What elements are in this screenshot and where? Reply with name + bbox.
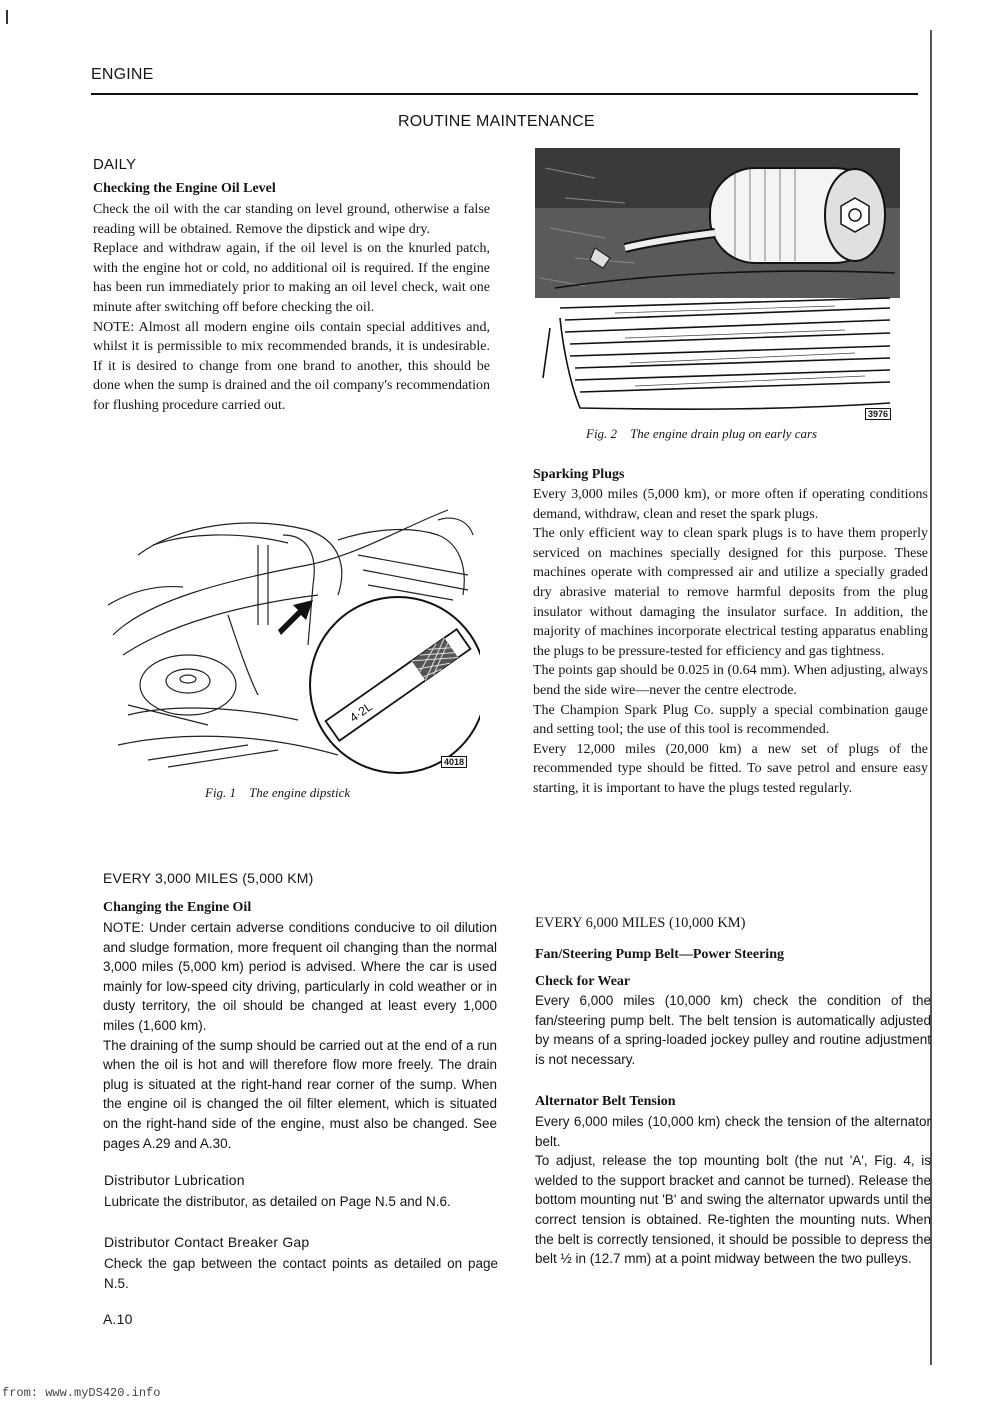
oil-change-text — [103, 918, 497, 1153]
oil-change-note: NOTE: Under certain adverse conditions conducive to oil dilution and sludge formation, more frequent oil changing than the normal 3,000 miles (5,000 km) period is advised. Where the car is used mainly for low-speed city driving, particularly in cold weather or in dusty territory, the oil should be changed at least every 1,000 miles (1,600 km). — [103, 920, 497, 1033]
figure-1-caption-text: The engine dipstick — [249, 785, 351, 800]
every-3000-heading: EVERY 3,000 MILES (5,000 KM) — [103, 870, 314, 886]
oil-level-para-2: Replace and withdraw again, if the oil level is on the knurled patch, with the engine hot or cold, no additional oil is required. If the engine has been run immediately prior to making an oil level check, wait one minute after switching off before checking the oil. — [93, 241, 490, 315]
oil-change-heading: Changing the Engine Oil — [103, 900, 252, 915]
header-rule — [91, 93, 918, 95]
distributor-gap-heading: Distributor Contact Breaker Gap — [104, 1234, 310, 1250]
oil-level-note: NOTE: Almost all modern engine oils contain special additives and, whilst it is permissible to mix recommended brands, it is undesirable. If it is desired to change from one brand to another, this should be done when the sump is drained and the oil company's recommendation for flushing procedure carried out. — [93, 319, 490, 413]
sparking-plugs-heading: Sparking Plugs — [533, 467, 625, 482]
alternator-belt-heading: Alternator Belt Tension — [535, 1094, 676, 1109]
check-wear-text: Every 6,000 miles (10,000 km) check the condition of the fan/steering pump belt. The belt tension is automatically adjusted by means of a spring-loaded jockey pulley and routine adjustment is not necessary. — [535, 993, 931, 1067]
plugs-para-5: Every 12,000 miles (20,000 km) a new set of plugs of the recommended type should be fitted. To save petrol and ensure easy starting, it is important to have the plugs tested regularly. — [533, 741, 928, 796]
figure-2-caption-number: Fig. 2 — [586, 426, 618, 441]
distributor-lubrication-text: Lubricate the distributor, as detailed on Page N.5 and N.6. — [104, 1194, 451, 1209]
plugs-para-3: The points gap should be 0.025 in (0.64 mm). When adjusting, always bend the side wire—never the centre electrode. — [533, 663, 928, 698]
every-6000-heading: EVERY 6,000 MILES (10,000 KM) — [535, 915, 746, 931]
section-title: ENGINE — [91, 66, 154, 83]
daily-heading: DAILY — [93, 156, 137, 173]
oil-level-text — [93, 200, 490, 416]
page-number: A.10 — [103, 1311, 133, 1327]
alternator-belt-text — [535, 1112, 931, 1269]
figure-2-drain-plug — [535, 148, 900, 423]
figure-1-caption — [205, 785, 350, 801]
left-edge-mark — [6, 10, 8, 24]
belt-heading: Fan/Steering Pump Belt—Power Steering — [535, 947, 784, 962]
drain-plug-illustration — [535, 148, 900, 423]
page-title: ROUTINE MAINTENANCE — [398, 113, 595, 130]
oil-level-heading: Checking the Engine Oil Level — [93, 181, 276, 196]
figure-2-caption — [586, 426, 817, 442]
dipstick-label: 4·2L — [347, 699, 375, 725]
plugs-para-4: The Champion Spark Plug Co. supply a special combination gauge and setting tool; the use of this tool is recommended. — [533, 702, 928, 738]
oil-level-para-1: Check the oil with the car standing on level ground, otherwise a false reading will be obtained. Remove the dipstick and wipe dry. — [93, 202, 490, 237]
engine-dipstick-illustration — [108, 505, 480, 775]
figure-1-caption-number: Fig. 1 — [205, 785, 237, 800]
alternator-para-1: Every 6,000 miles (10,000 km) check the tension of the alternator belt. — [535, 1114, 931, 1149]
check-wear-heading: Check for Wear — [535, 974, 631, 989]
distributor-lubrication-heading: Distributor Lubrication — [104, 1172, 245, 1188]
plugs-para-1: Every 3,000 miles (5,000 km), or more often if operating conditions demand, withdraw, clean and reset the spark plugs. — [533, 487, 928, 522]
figure-2-number: 3976 — [865, 408, 891, 420]
oil-change-para-2: The draining of the sump should be carried out at the end of a run when the oil is hot and will therefore flow more freely. The drain plug is situated at the right-hand rear corner of the sump. When the engine oil is changed the oil filter element, which is situated on the right-hand side of the engine, must also be changed. See pages A.29 and A.30. — [103, 1037, 497, 1151]
source-footer: from: www.myDS420.info — [2, 1386, 161, 1400]
alternator-para-2: To adjust, release the top mounting bolt (the nut 'A', Fig. 4, is welded to the support bracket and cannot be turned). Release the bottom mounting nut 'B' and swing the alternator upwards until the correct tension is obtained. Re-tighten the mounting nuts. When the belt is correctly tensioned, it should be possible to depress the belt ½ in (12.7 mm) at a point midway between the two pulleys. — [535, 1153, 931, 1267]
figure-2-caption-text: The engine drain plug on early cars — [630, 426, 818, 441]
figure-1-engine-dipstick — [108, 505, 480, 775]
distributor-gap-text: Check the gap between the contact points as detailed on page N.5. — [104, 1256, 498, 1291]
figure-1-number: 4018 — [441, 756, 467, 768]
plugs-para-2: The only efficient way to clean spark plugs is to have them properly serviced on machines specially designed for this purpose. These machines operate with compressed air and utilize a specially graded dry abrasive material to remove harmful deposits from the plug insulator without damaging the insulator surface. In addition, the majority of machines incorporate electrical testing apparatus enabling the plugs to be pressure-tested for efficiency and gas tightness. — [533, 526, 928, 659]
sparking-plugs-text — [533, 485, 928, 799]
